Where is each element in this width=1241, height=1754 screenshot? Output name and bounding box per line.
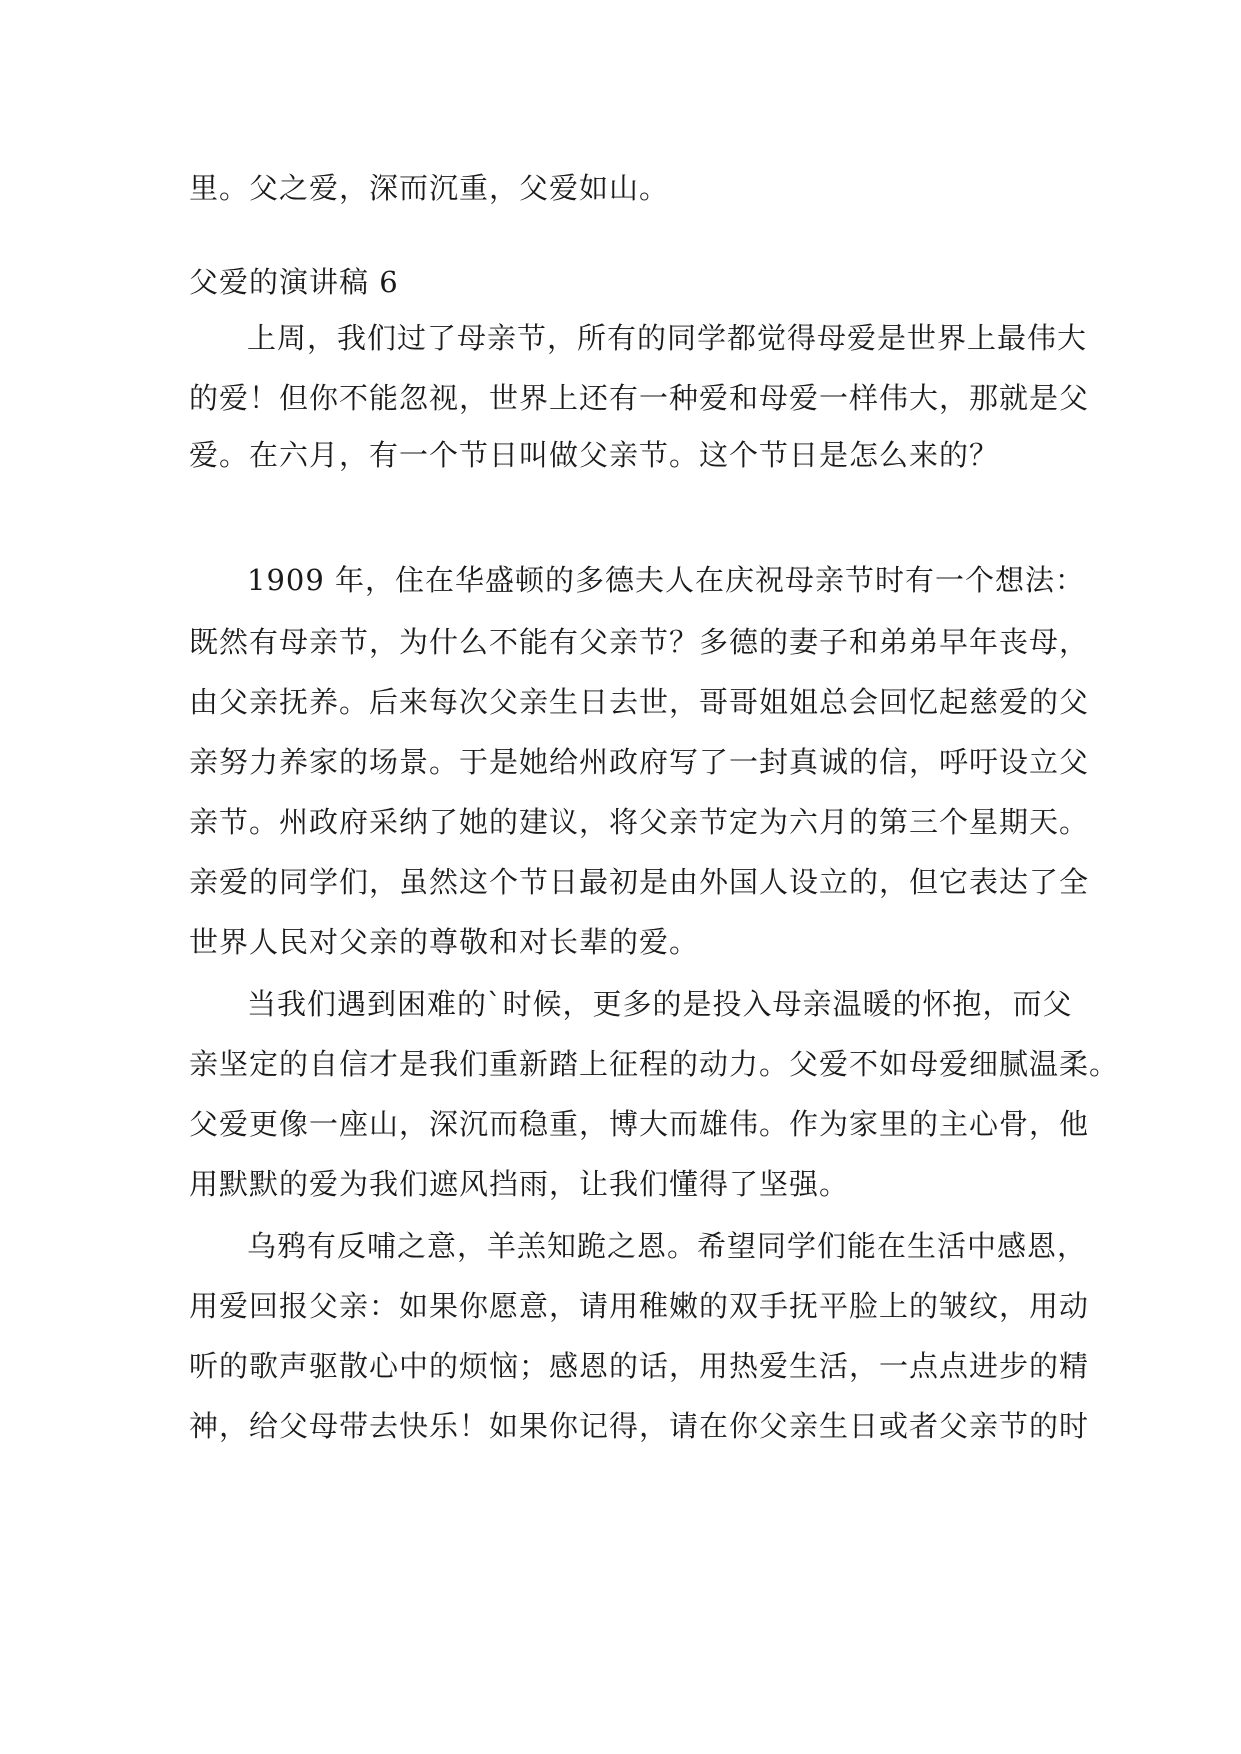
text-line: 亲努力养家的场景。于是她给州政府写了一封真诚的信，呼吁设立父: [189, 745, 1090, 779]
text-line: 爱。在六月，有一个节日叫做父亲节。这个节日是怎么来的？: [189, 438, 1000, 472]
text-line: 当我们遇到困难的`时候，更多的是投入母亲温暖的怀抱，而父: [247, 987, 1073, 1021]
text-line: 亲爱的同学们，虽然这个节日最初是由外国人设立的，但它表达了全: [189, 865, 1090, 899]
text-line: 听的歌声驱散心中的烦恼；感恩的话，用热爱生活，一点点进步的精: [189, 1349, 1090, 1383]
text-line: 上周，我们过了母亲节，所有的同学都觉得母爱是世界上最伟大: [247, 321, 1088, 355]
text-line: 神，给父母带去快乐！如果你记得，请在你父亲生日或者父亲节的时: [189, 1409, 1090, 1443]
text-line: 世界人民对父亲的尊敬和对长辈的爱。: [189, 925, 700, 959]
text-line: 1909 年，住在华盛顿的多德夫人在庆祝母亲节时有一个想法：: [247, 563, 1086, 597]
text-line: 亲坚定的自信才是我们重新踏上征程的动力。父爱不如母爱细腻温柔。: [189, 1047, 1120, 1081]
text-line: 用爱回报父亲：如果你愿意，请用稚嫩的双手抚平脸上的皱纹，用动: [189, 1289, 1090, 1323]
text-line: 既然有母亲节，为什么不能有父亲节？多德的妻子和弟弟早年丧母，: [189, 625, 1090, 659]
text-line: 乌鸦有反哺之意，羊羔知跪之恩。希望同学们能在生活中感恩，: [247, 1229, 1088, 1263]
text-line: 的爱！但你不能忽视，世界上还有一种爱和母爱一样伟大，那就是父: [189, 381, 1090, 415]
text-line: 由父亲抚养。后来每次父亲生日去世，哥哥姐姐总会回忆起慈爱的父: [189, 685, 1090, 719]
text-line: 父爱更像一座山，深沉而稳重，博大而雄伟。作为家里的主心骨，他: [189, 1107, 1090, 1141]
section-heading: 父爱的演讲稿 6: [189, 265, 399, 299]
text-line: 亲节。州政府采纳了她的建议，将父亲节定为六月的第三个星期天。: [189, 805, 1090, 839]
text-line: 用默默的爱为我们遮风挡雨，让我们懂得了坚强。: [189, 1167, 850, 1201]
text-line: 里。父之爱，深而沉重，父爱如山。: [189, 171, 670, 205]
